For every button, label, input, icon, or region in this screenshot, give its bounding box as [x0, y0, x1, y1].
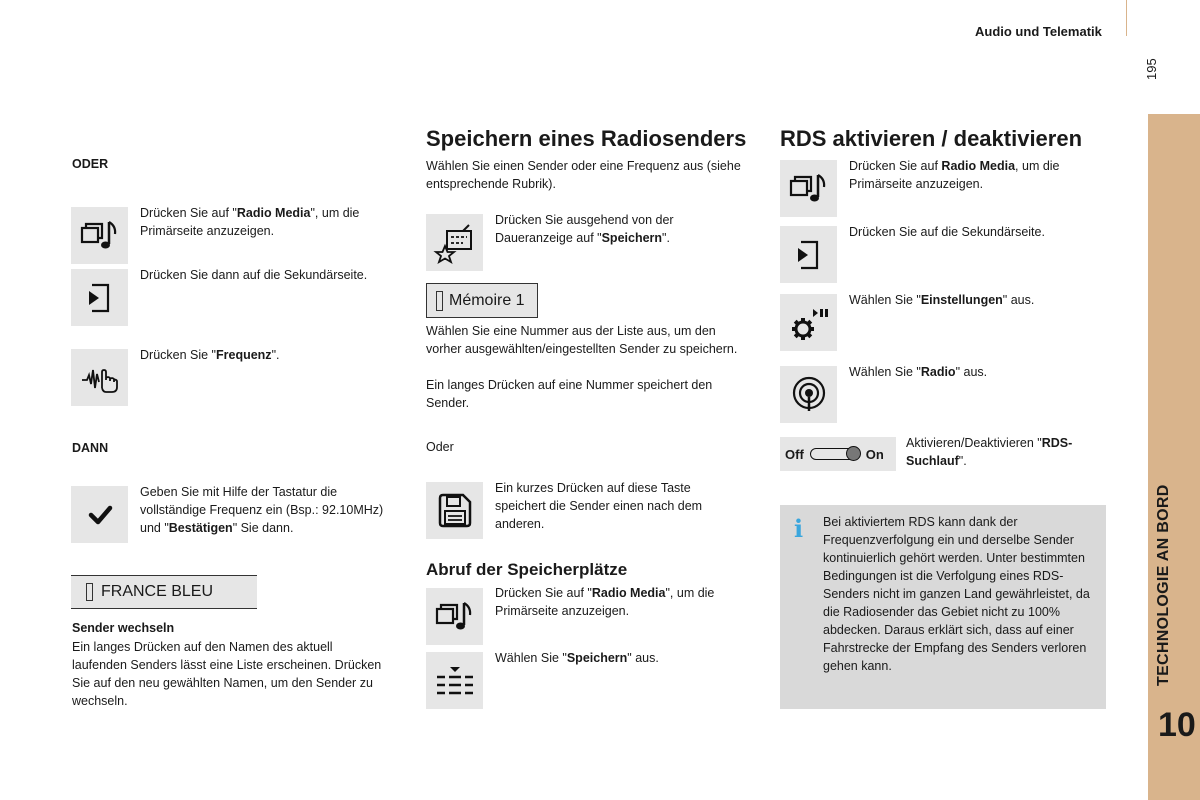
- col3-step3-text: Wählen Sie "Einstellungen" aus.: [849, 293, 1035, 307]
- memory-slot-label: Mémoire 1: [449, 291, 525, 309]
- switch-title: Sender wechseln: [72, 621, 175, 635]
- memory-slot-button[interactable]: [426, 283, 538, 318]
- confirm-check-icon: [71, 486, 128, 543]
- col1-step4-text: Geben Sie mit Hilfe der Tastatur die vollständige Frequenz ein (Bsp.: 92.10MHz) und "Bestätigen" Sie dann.: [140, 485, 384, 535]
- toggle-off-label: Off: [785, 446, 804, 462]
- radio-media-icon: [426, 588, 483, 645]
- presets-list-icon: [426, 652, 483, 709]
- bracket-icon: [436, 291, 443, 311]
- secondary-page-icon: [780, 226, 837, 283]
- chapter-tab: [1148, 114, 1200, 800]
- col2-subtitle: Abruf der Speicherplätze: [426, 560, 628, 579]
- page-number: 195: [1144, 58, 1159, 80]
- col2-title: Speichern eines Radiosenders: [426, 126, 747, 151]
- save-radio-icon: [426, 214, 483, 271]
- toggle-on-label: On: [865, 446, 884, 462]
- col3-step1-text: Drücken Sie auf Radio Media, um die Primärseite anzuzeigen.: [849, 159, 1060, 191]
- toggle-track: [810, 448, 860, 460]
- rds-toggle[interactable]: [780, 437, 896, 471]
- radio-media-icon: [780, 160, 837, 217]
- chapter-label: TECHNOLOGIE AN BORD: [1155, 484, 1172, 686]
- col2-step4-text: Wählen Sie "Speichern" aus.: [495, 651, 659, 665]
- settings-icon: [780, 294, 837, 351]
- bracket-icon: [86, 583, 93, 601]
- col2-step1-text: Drücken Sie ausgehend von der Daueranzeige auf "Speichern".: [495, 213, 674, 245]
- header-divider: [1126, 0, 1127, 36]
- col2-step2-text: Ein kurzes Drücken auf diese Taste speichert die Sender einen nach dem anderen.: [495, 481, 703, 531]
- col3-step2-text: Drücken Sie auf die Sekundärseite.: [849, 225, 1045, 239]
- col2-para2: Ein langes Drücken auf eine Nummer speichert den Sender.: [426, 378, 713, 410]
- col2-para1: Wählen Sie eine Nummer aus der Liste aus, um den vorher ausgewählten/eingestellten Sender zu speichern.: [426, 324, 738, 356]
- toggle-knob: [846, 446, 861, 461]
- col3-title: RDS aktivieren / deaktivieren: [780, 126, 1083, 151]
- chapter-number: 10: [1158, 706, 1196, 744]
- switch-text: Ein langes Drücken auf den Namen des aktuell laufenden Senders lässt eine Liste erscheinen. Drücken Sie auf den neu gewählten Namen, um den Sender zu wechseln.: [72, 640, 382, 708]
- radio-media-icon: [71, 207, 128, 264]
- info-text: Bei aktiviertem RDS kann dank der Frequenzverfolgung ein und derselbe Sender kontinuierlich gehört werden. Unter bestimmten Bedingungen ist die Verfolgung eines RDS-Senders nicht im ganzen Land gewährleistet, da die Radiosender das Gebiet nicht zu 100% abdecken. Daraus erklärt sich, dass auf einer Fahrstrecke der Empfang des Senders verloren gehen kann.: [823, 515, 1090, 673]
- info-icon: i: [794, 514, 804, 543]
- col1-step3-text: Drücken Sie "Frequenz".: [140, 348, 280, 362]
- col1-step1-text: Drücken Sie auf "Radio Media", um die Primärseite anzuzeigen.: [140, 206, 360, 238]
- station-name-field[interactable]: [71, 575, 257, 609]
- save-floppy-icon: [426, 482, 483, 539]
- col3-step5-text: Aktivieren/Deaktivieren "RDS-Suchlauf".: [906, 436, 1073, 468]
- secondary-page-icon: [71, 269, 128, 326]
- col3-step4-text: Wählen Sie "Radio" aus.: [849, 365, 988, 379]
- oder-label: ODER: [72, 157, 109, 171]
- col2-intro: Wählen Sie einen Sender oder eine Frequenz aus (siehe entsprechende Rubrik).: [426, 159, 741, 191]
- radio-signal-icon: [780, 366, 837, 423]
- frequency-icon: [71, 349, 128, 406]
- col2-step3-text: Drücken Sie auf "Radio Media", um die Primärseite anzuzeigen.: [495, 586, 715, 618]
- station-name: FRANCE BLEU: [101, 583, 214, 600]
- dann-label: DANN: [72, 441, 109, 455]
- col2-oder: Oder: [426, 440, 454, 454]
- col1-step2-text: Drücken Sie dann auf die Sekundärseite.: [140, 268, 368, 282]
- section-header: Audio und Telematik: [975, 24, 1102, 39]
